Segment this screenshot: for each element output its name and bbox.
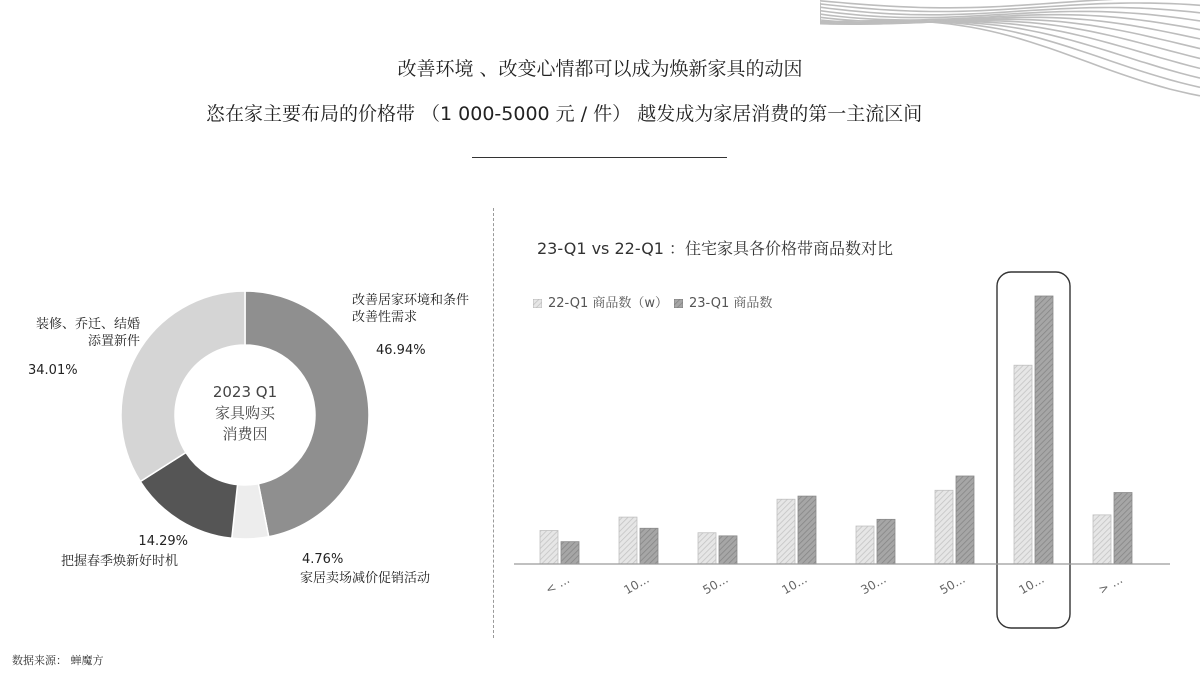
x-tick-label: > ... bbox=[1096, 572, 1125, 597]
panel-divider bbox=[493, 208, 494, 638]
title-underline bbox=[472, 157, 727, 158]
bar-23q1 bbox=[877, 519, 895, 564]
x-tick-label: 50... bbox=[700, 571, 731, 598]
x-tick-label: 50... bbox=[937, 571, 968, 598]
bar-23q1 bbox=[719, 536, 737, 564]
bar-23q1 bbox=[561, 542, 579, 564]
bar-22q1 bbox=[540, 531, 558, 565]
bar-23q1 bbox=[798, 496, 816, 564]
donut-slice-label: 添置新件 bbox=[87, 334, 140, 349]
donut-slice-label: 装修、乔迁、结婚 bbox=[35, 317, 140, 332]
wave-line bbox=[820, 0, 1200, 8]
x-tick-label: 30... bbox=[858, 571, 889, 598]
x-tick-label: < ... bbox=[543, 572, 572, 597]
bar-22q1 bbox=[935, 490, 953, 564]
bar-22q1 bbox=[777, 499, 795, 564]
donut-value-label: 4.76% bbox=[302, 552, 344, 567]
donut-slice-label: 改善性需求 bbox=[352, 310, 418, 325]
data-source-note: 数据来源： 蝉魔方 bbox=[12, 654, 104, 667]
donut-slice-label: 把握春季焕新好时机 bbox=[60, 554, 178, 569]
bar-22q1 bbox=[856, 526, 874, 564]
legend-label-23q1: 23-Q1 商品数 bbox=[689, 296, 773, 311]
x-tick-label: 10... bbox=[779, 571, 810, 598]
legend-label-22q1: 22-Q1 商品数（w） bbox=[548, 296, 668, 311]
page-subheadline: 恣在家主要布局的价格带 （1 000-5000 元 / 件） 越发成为家居消费的第一主流区间 bbox=[206, 103, 923, 125]
bar-chart bbox=[500, 260, 1190, 640]
bar-23q1 bbox=[640, 528, 658, 564]
bar-chart-title: 23-Q1 vs 22-Q1 ：住宅家具各价格带商品数对比 bbox=[537, 239, 894, 258]
donut-value-label: 46.94% bbox=[376, 343, 426, 358]
bar-22q1 bbox=[1014, 365, 1032, 564]
page-headline: 改善环境 、改变心情都可以成为焕新家具的动因 bbox=[397, 58, 803, 80]
bar-22q1 bbox=[698, 533, 716, 564]
x-tick-label: 10... bbox=[621, 571, 652, 598]
bar-23q1 bbox=[1114, 493, 1132, 564]
wave-line bbox=[820, 2, 1200, 11]
donut-value-label: 14.29% bbox=[138, 534, 188, 549]
donut-center-label: 消费因 bbox=[222, 425, 268, 443]
bar-23q1 bbox=[1035, 296, 1053, 564]
bar-22q1 bbox=[619, 517, 637, 564]
donut-center-label: 家具购买 bbox=[214, 404, 276, 422]
donut-center-label: 2023 Q1 bbox=[212, 383, 278, 401]
bar-22q1 bbox=[1093, 515, 1111, 564]
donut-value-label: 34.01% bbox=[28, 363, 78, 378]
bar-23q1 bbox=[956, 476, 974, 564]
x-tick-label: 10... bbox=[1016, 571, 1047, 598]
donut-slice-label: 改善居家环境和条件 bbox=[352, 293, 470, 308]
donut-slice-label: 家居卖场减价促销活动 bbox=[300, 571, 431, 586]
donut-chart bbox=[0, 270, 490, 600]
